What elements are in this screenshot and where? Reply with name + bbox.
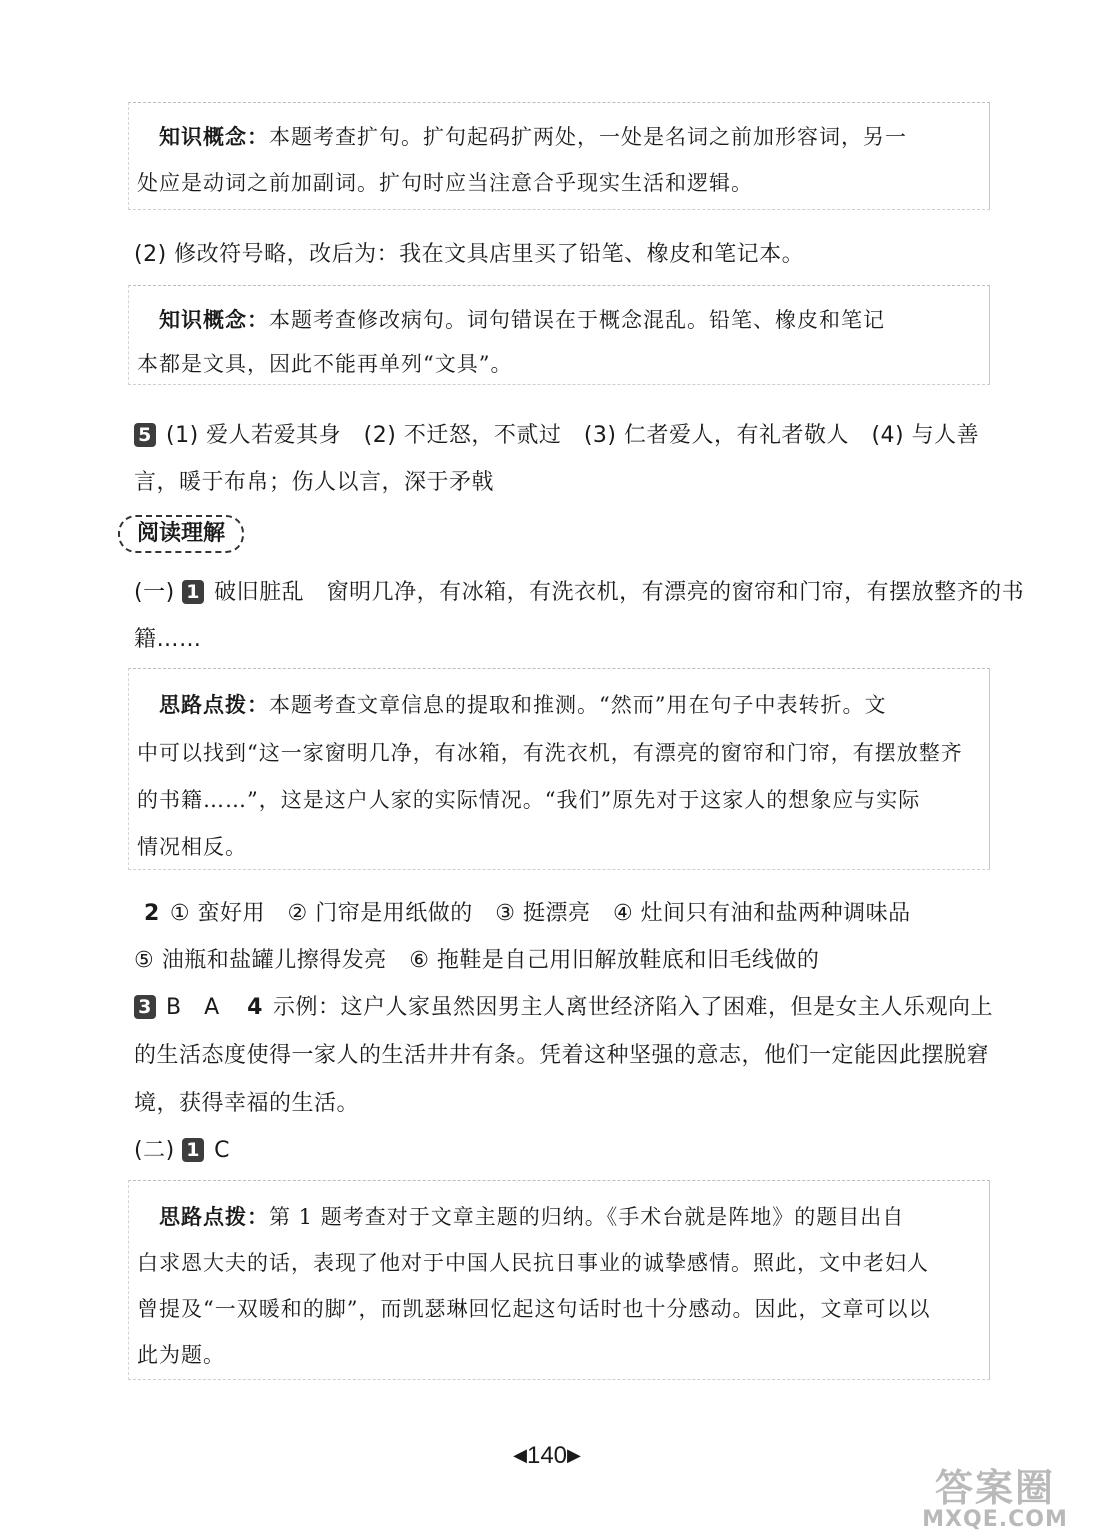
question-2-line: 2 ① 蛮好用 ② 门帘是用纸做的 ③ 挺漂亮 ④ 灶间只有油和盐两种调味品 [144, 901, 911, 926]
note-line: 知识概念：本题考查扩句。扩句起码扩两处，一处是名词之前加形容词，另一 [159, 124, 907, 149]
note-label: 知识概念： [159, 307, 269, 332]
part-1-question-1: (一) 1 破旧脏乱 窗明几净，有冰箱，有洗衣机，有漂亮的窗帘和门帘，有摆放整齐的书 [134, 580, 1025, 605]
answer-item-2: (2) 修改符号略，改后为：我在文具店里买了铅笔、橡皮和笔记本。 [134, 242, 805, 267]
right-triangle-icon: ▶ [567, 1445, 581, 1465]
left-triangle-icon: ◀ [513, 1445, 527, 1465]
note-line: 中可以找到“这一家窗明几净，有冰箱，有洗衣机，有漂亮的窗帘和门帘，有摆放整齐 [137, 741, 963, 765]
note-label: 知识概念： [159, 124, 269, 149]
note-line: 思路点拨：本题考查文章信息的提取和推测。“然而”用在句子中表转折。文 [159, 692, 887, 717]
question-5-line: 言，暖于布帛；伤人以言，深于矛戟 [134, 470, 495, 495]
knowledge-note-1 [128, 102, 990, 210]
question-number: 4 [247, 995, 263, 1020]
watermark [905, 1468, 1085, 1534]
watermark-logo: 答案圈 [934, 1466, 1055, 1510]
question-5-line: 5 (1) 爱人若爱其身 (2) 不迁怒，不贰过 (3) 仁者爱人，有礼者敬人 (4) 与人善 [134, 418, 979, 449]
question-number-badge: 3 [134, 995, 156, 1019]
section-title: 阅读理解 [118, 515, 244, 553]
question-number: 2 [144, 901, 160, 926]
watermark-url: MXQE.COM [922, 1507, 1068, 1532]
note-line: 本都是文具，因此不能再单列“文具”。 [137, 352, 513, 376]
question-4-line: 的生活态度使得一家人的生活井井有条。凭着这种坚强的意志，他们一定能因此摆脱窘 [134, 1043, 990, 1068]
question-3-4-line: 3 B A 4 示例：这户人家虽然因男主人离世经济陷入了困难，但是女主人乐观向上 [134, 990, 993, 1021]
note-line: 曾提及“一双暖和的脚”，而凯瑟琳回忆起这句话时也十分感动。因此，文章可以以 [137, 1297, 931, 1321]
note-line: 情况相反。 [137, 835, 247, 859]
note-line: 的书籍……”，这是这户人家的实际情况。“我们”原先对于这家人的想象应与实际 [137, 788, 921, 812]
note-line: 思路点拨：第 1 题考查对于文章主题的归纳。《手术台就是阵地》的题目出自 [159, 1204, 905, 1229]
question-number-badge: 5 [134, 423, 156, 447]
part-1-question-1-cont: 籍…… [134, 627, 202, 652]
note-label: 思路点拨： [159, 692, 269, 717]
hint-note-3 [128, 668, 990, 870]
question-number-badge: 1 [182, 580, 204, 604]
part-prefix: (二) [134, 1138, 175, 1163]
part-prefix: (一) [134, 580, 175, 605]
question-2-line: ⑤ 油瓶和盐罐儿擦得发亮 ⑥ 拖鞋是自己用旧解放鞋底和旧毛线做的 [134, 948, 820, 973]
hint-note-4 [128, 1180, 990, 1380]
note-line: 知识概念：本题考查修改病句。词句错误在于概念混乱。铅笔、橡皮和笔记 [159, 307, 885, 332]
question-number-badge: 1 [182, 1138, 204, 1162]
note-line: 此为题。 [137, 1343, 225, 1367]
note-line: 处应是动词之前加副词。扩句时应当注意合乎现实生活和逻辑。 [137, 171, 753, 195]
note-label: 思路点拨： [159, 1204, 269, 1229]
knowledge-note-2 [128, 285, 990, 385]
note-line: 白求恩大夫的话，表现了他对于中国人民抗日事业的诚挚感情。照此，文中老妇人 [137, 1251, 929, 1275]
page-number: ◀140▶ [513, 1442, 581, 1469]
part-2-question-1: (二) 1 C [134, 1138, 231, 1163]
question-4-line: 境，获得幸福的生活。 [134, 1091, 360, 1116]
